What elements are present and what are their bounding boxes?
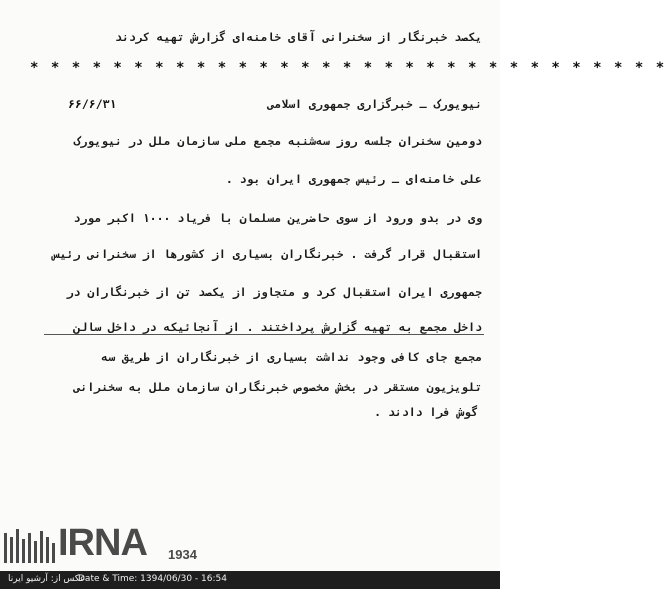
body-line: جمهوری ایران استقبال کرد و متجاوز از یکصد تن از خبرنگاران در bbox=[66, 285, 482, 299]
logo-year: 1934 bbox=[168, 547, 197, 562]
footer-bar bbox=[0, 571, 500, 589]
logo-text: IRNA bbox=[58, 522, 147, 564]
dateline: نیویورک ـ خبرگزاری جمهوری اسلامی bbox=[267, 97, 482, 111]
date: ۶۶/۶/۳۱ bbox=[68, 97, 117, 111]
body-line: داخل مجمع به تهیه گزارش پرداختند . از آنجائیکه در داخل سالن bbox=[73, 320, 482, 334]
body-line: مجمع جای کافی وجود نداشت بسیاری از خبرنگاران از طریق سه bbox=[101, 350, 482, 364]
photo-credit: عکس از: آرشیو ایرنا bbox=[8, 574, 86, 584]
body-line: وی در بدو ورود از سوی حاضرین مسلمان با فریاد ۱۰۰۰ اکبر مورد bbox=[73, 211, 482, 225]
body-line: استقبال قرار گرفت . خبرنگاران بسیاری از کشورها از سخنرانی رئیس bbox=[52, 247, 482, 261]
headline: یکصد خبرنگار از سخنرانی آقای خامنه‌ای گزارش تهیه کردند bbox=[115, 30, 482, 44]
body-line: گوش فرا دادند . bbox=[374, 405, 478, 419]
underline bbox=[44, 334, 484, 335]
body-line: تلویزیون مستقر در بخش مخصوص خبرنگاران سازمان ملل به سخنرانی bbox=[73, 380, 482, 394]
date-time: Date & Time: 1394/06/30 - 16:54 bbox=[78, 574, 227, 584]
body-line: دومین سخنران جلسه روز سه‌شنبه مجمع ملی سازمان ملل در نیویورک bbox=[73, 134, 482, 148]
separator: * * * * * * * * * * * * * * * * * * * * * * * * * * * * * * * bbox=[30, 60, 666, 76]
body-line: علی خامنه‌ای ـ رئیس جمهوری ایران بود . bbox=[225, 172, 482, 186]
